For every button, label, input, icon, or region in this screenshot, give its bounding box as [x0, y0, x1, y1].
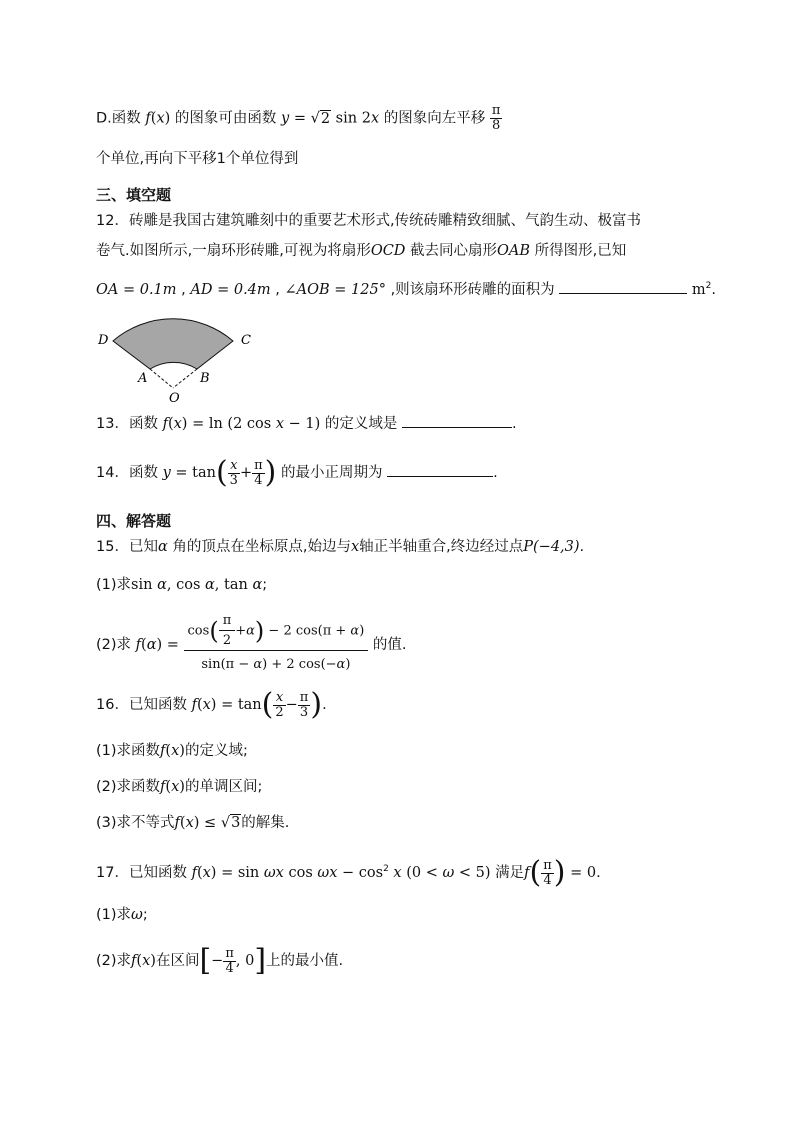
q14: 14．函数 y = tan( $\frac{x}{3}$ + $\frac{\pi}{4}$ ) 的最小正周期为 . — [96, 455, 498, 490]
q12-line2: 卷气.如图所示,一扇环形砖雕,可视为将扇形OCD 截去同心扇形OAB 所得图形,已知 — [96, 243, 627, 259]
pi-over-8-fraction: $\frac{\pi}{8}$ — [491, 103, 501, 133]
q16-stem: 16．已知函数 f(x) = tan( $\frac{x}{2}$ − $\frac{\pi}{3}$ ). — [96, 687, 327, 722]
q17-part1: (1)求ω; — [96, 907, 148, 923]
q12-answer-blank[interactable] — [559, 279, 687, 294]
q16-part1: (1)求函数f(x)的定义域; — [96, 743, 248, 759]
q16-part2: (2)求函数f(x)的单调区间; — [96, 779, 263, 795]
section-3-title: 三、填空题 — [96, 186, 172, 204]
label-B: B — [200, 371, 210, 386]
label-D: D — [98, 333, 109, 348]
annular-sector-shape — [113, 319, 233, 369]
section-4-title: 四、解答题 — [96, 512, 172, 530]
q13-answer-blank[interactable] — [402, 413, 512, 428]
q17-part2: (2)求f(x)在区间[− $\frac{\pi}{4}$ , 0]上的最小值. — [96, 943, 344, 978]
q12-line1: 12．砖雕是我国古建筑雕刻中的重要艺术形式,传统砖雕精致细腻、气韵生动、极富书 — [96, 213, 642, 229]
radius-ob-dashed — [173, 369, 197, 388]
label-C: C — [241, 333, 251, 348]
q14-answer-blank[interactable] — [387, 462, 493, 477]
label-O: O — [169, 391, 180, 406]
radius-oa-dashed — [150, 369, 173, 388]
q15-fraction: cos( $\frac{\pi}{2}$ +α) − 2 cos(π + α) sin(π − α) + 2 cos(−α) — [184, 614, 369, 676]
q15-stem: 15．已知α 角的顶点在坐标原点,始边与x轴正半轴重合,终边经过点P(−4,3). — [96, 539, 585, 555]
q13: 13．函数 f(x) = ln (2 cos x − 1) 的定义域是 . — [96, 413, 517, 435]
annular-sector-figure — [92, 300, 262, 406]
q11-option-d: D.函数 f(x) 的图象可由函数 y = √2 sin 2x 的图象向左平移 $\frac{\pi}{8}$ — [96, 103, 501, 133]
q16-part3: (3)求不等式f(x) ≤ √3的解集. — [96, 815, 290, 831]
q12-line3: OA = 0.1m , AD = 0.4m , ∠AOB = 125° ,则该扇环形砖雕的面积为 $m^2$. — [96, 275, 716, 301]
q17-stem: 17．已知函数 f(x) = sin ωx $\cos \omega x - \cos^2 x$ (0 < ω < 5) 满足f( $\frac{\pi}{4}$ ) = 0. — [96, 855, 601, 890]
q15-part1: (1)求sin α, cos α, tan α; — [96, 577, 268, 593]
q15-part2: (2)求 f(α) = cos( $\frac{\pi}{2}$ +α) − 2 cos(π + α) sin(π − α) + 2 cos(−α) 的值. — [96, 614, 407, 676]
q11-option-d-cont: 个单位,再向下平移1个单位得到 — [96, 151, 299, 167]
sqrt-2: √2 — [310, 110, 331, 127]
label-A: A — [138, 371, 148, 386]
